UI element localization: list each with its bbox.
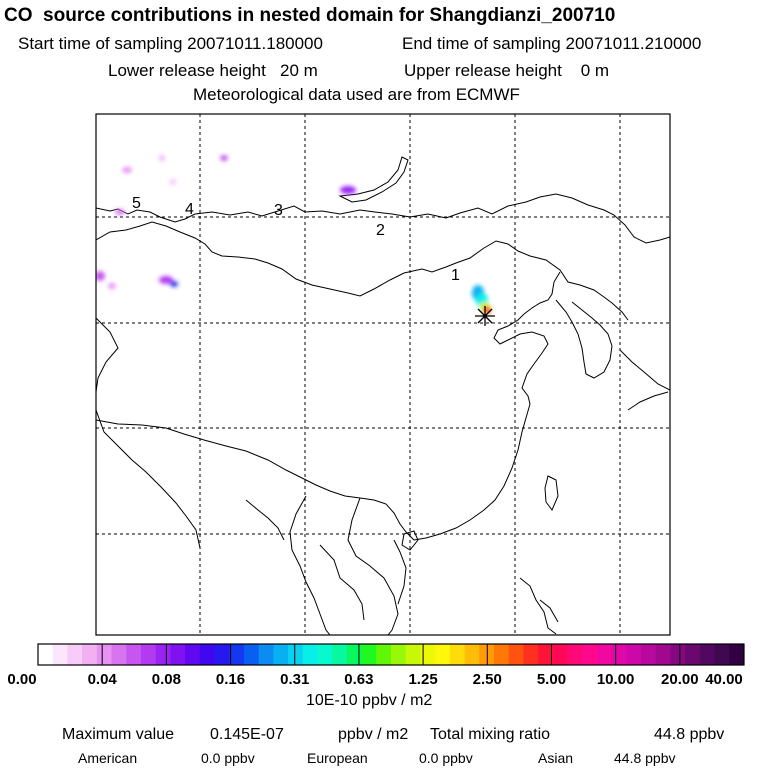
colorbar-swatch <box>656 644 671 665</box>
region-european-name: European <box>307 750 368 766</box>
colorbar-swatch <box>112 644 127 665</box>
upper-release-value: 0 m <box>580 61 610 80</box>
indochina-inner <box>320 545 364 620</box>
colorbar-swatch <box>347 644 362 665</box>
colorbar-swatch <box>332 644 347 665</box>
colorbar-swatch <box>494 644 509 665</box>
trajectory-label: 3 <box>274 202 283 219</box>
colorbar-swatch <box>97 644 112 665</box>
colorbar-swatch <box>553 644 568 665</box>
colorbar-swatch <box>303 644 318 665</box>
india-boundary <box>96 410 200 548</box>
colorbar-swatch <box>67 644 82 665</box>
colorbar-swatch <box>670 644 685 665</box>
colorbar-tick-label: 0.31 <box>280 671 310 688</box>
colorbar <box>38 644 744 665</box>
region-european-value: 0.0 ppbv <box>419 750 473 766</box>
lower-release-label: Lower release height <box>108 61 266 80</box>
colorbar-tick-label: 0.04 <box>87 671 117 688</box>
colorbar-tick-label: 10.00 <box>596 671 635 688</box>
southeast-coast <box>394 540 406 604</box>
region-american-value: 0.0 ppbv <box>201 750 255 766</box>
korea-coast <box>556 300 612 378</box>
colorbar-swatch <box>509 644 524 665</box>
mainland-se-asia <box>290 496 330 635</box>
colorbar-swatch <box>273 644 288 665</box>
colorbar-tick-label: 2.50 <box>472 671 502 688</box>
colorbar-swatch <box>435 644 450 665</box>
sampling-end-label: End time of sampling <box>402 34 561 53</box>
colorbar-swatch <box>156 644 171 665</box>
concentration-plume <box>95 155 491 314</box>
colorbar-swatch <box>685 644 700 665</box>
region-american-name: American <box>78 750 138 766</box>
colorbar-swatch <box>215 644 230 665</box>
colorbar-swatch <box>170 644 185 665</box>
upper-release-label: Upper release height <box>404 61 562 80</box>
colorbar-swatch <box>317 644 332 665</box>
philippines-coast <box>520 578 556 634</box>
receptor-marker <box>475 306 495 326</box>
colorbar-tick-label: 0.16 <box>215 671 246 688</box>
china-west-boundary <box>96 318 118 392</box>
max-unit: ppbv / m2 <box>338 726 409 743</box>
colorbar-swatch <box>141 644 156 665</box>
colorbar-swatch <box>288 644 303 665</box>
total-label: Total mixing ratio <box>430 726 551 743</box>
kazakhstan-boundary <box>96 222 628 320</box>
trajectory-label: 2 <box>376 222 385 239</box>
colorbar-swatch <box>597 644 612 665</box>
indochina-coast <box>348 498 398 635</box>
colorbar-swatch <box>568 644 583 665</box>
colorbar-tick-label: 1.25 <box>408 671 438 688</box>
lower-release-value: 20 m <box>280 61 318 80</box>
lat-lon-grid <box>96 114 670 635</box>
colorbar-swatch <box>200 644 215 665</box>
colorbar-swatch <box>376 644 391 665</box>
colorbar-tick-label: 0.63 <box>344 671 374 688</box>
colorbar-swatch <box>53 644 68 665</box>
philippines-coast <box>540 600 558 622</box>
plot-title: CO source contributions in nested domain for Shangdianzi_200710 <box>4 5 616 26</box>
colorbar-tick-label: 0.08 <box>151 671 181 688</box>
sampling-start-label: Start time of sampling <box>18 34 183 53</box>
colorbar-swatch <box>729 644 744 665</box>
colorbar-swatch <box>612 644 627 665</box>
sakhalin-coast <box>340 157 408 202</box>
sampling-start-value: 20071011.180000 <box>187 34 323 53</box>
colorbar-tick-label: 0.00 <box>7 671 37 688</box>
max-value: 0.145E-07 <box>210 726 284 743</box>
colorbar-swatch <box>185 644 200 665</box>
colorbar-tick-label: 40.00 <box>705 671 743 688</box>
colorbar-tick-label: 20.00 <box>661 671 699 688</box>
met-note: Meteorological data used are from ECMWF <box>193 85 520 104</box>
colorbar-swatch <box>82 644 97 665</box>
china-himalaya-boundary <box>96 420 414 540</box>
japan-coast <box>620 350 670 390</box>
taiwan-coast <box>545 476 558 510</box>
colorbar-swatch <box>391 644 406 665</box>
colorbar-swatch <box>582 644 597 665</box>
total-value: 44.8 ppbv <box>654 726 725 743</box>
trajectory-label: 5 <box>132 195 141 212</box>
colorbar-swatch <box>229 644 244 665</box>
map-frame <box>96 114 670 635</box>
colorbar-swatch <box>626 644 641 665</box>
sampling-end-value: 20071011.210000 <box>565 34 702 53</box>
colorbar-swatch <box>538 644 553 665</box>
region-asian-value: 44.8 ppbv <box>614 750 676 766</box>
colorbar-swatch <box>700 644 715 665</box>
colorbar-swatch <box>641 644 656 665</box>
colorbar-swatch <box>523 644 538 665</box>
max-label: Maximum value <box>62 726 175 743</box>
colorbar-swatch <box>450 644 465 665</box>
colorbar-swatch <box>715 644 730 665</box>
japan-coast <box>628 392 668 410</box>
region-asian-name: Asian <box>538 750 574 766</box>
colorbar-swatch <box>465 644 480 665</box>
colorbar-swatch <box>126 644 141 665</box>
colorbar-swatch <box>38 644 53 665</box>
colorbar-unit: 10E-10 ppbv / m2 <box>306 692 433 709</box>
colorbar-swatch <box>406 644 421 665</box>
colorbar-swatch <box>362 644 377 665</box>
colorbar-tick-label: 5.00 <box>536 671 567 688</box>
trajectory-label: 4 <box>185 201 194 218</box>
colorbar-swatch <box>244 644 259 665</box>
trajectory-label: 1 <box>451 267 460 284</box>
colorbar-swatch <box>259 644 274 665</box>
